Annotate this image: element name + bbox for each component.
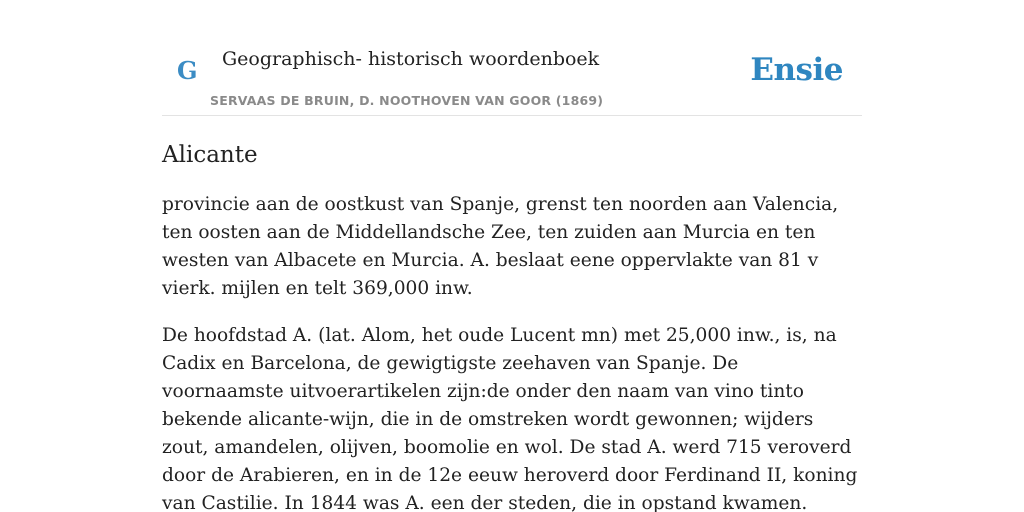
dictionary-author: SERVAAS DE BRUIN, D. NOOTHOVEN VAN GOOR (1869) xyxy=(210,93,604,108)
entry-body xyxy=(162,191,862,512)
dictionary-logo-icon[interactable]: G xyxy=(177,56,198,85)
ensie-logo-link[interactable]: Ensie xyxy=(750,52,843,88)
page xyxy=(162,0,862,512)
entry-paragraph: provincie aan de oostkust van Spanje, grenst ten noorden aan Valencia, ten oosten aan de Middellandsche Zee, ten zuiden aan Murcia en ten westen van Albacete en Murcia. A. beslaat eene oppervlakte van 81 v vierk. mijlen en telt 369,000 inw. xyxy=(162,194,839,299)
dictionary-title-link[interactable]: Geographisch- historisch woordenboek xyxy=(222,48,600,70)
dictionary-header xyxy=(162,44,862,116)
entry-title: Alicante xyxy=(162,142,258,168)
entry-paragraph: De hoofdstad A. (lat. Alom, het oude Lucent mn) met 25,000 inw., is, na Cadix en Barcelona, de gewigtigste zeehaven van Spanje. De voornaamste uitvoerartikelen zijn:de onder den naam van vino tinto bekende alicante-wijn, die in de omstreken wordt gewonnen; wijders zout, amandelen, olijven, boomolie en wol. De stad A. werd 715 veroverd door de Arabieren, en in de 12e eeuw heroverd door Ferdinand II, koning van Castilie. In 1844 was A. een der steden, die in opstand kwamen. xyxy=(162,325,858,512)
